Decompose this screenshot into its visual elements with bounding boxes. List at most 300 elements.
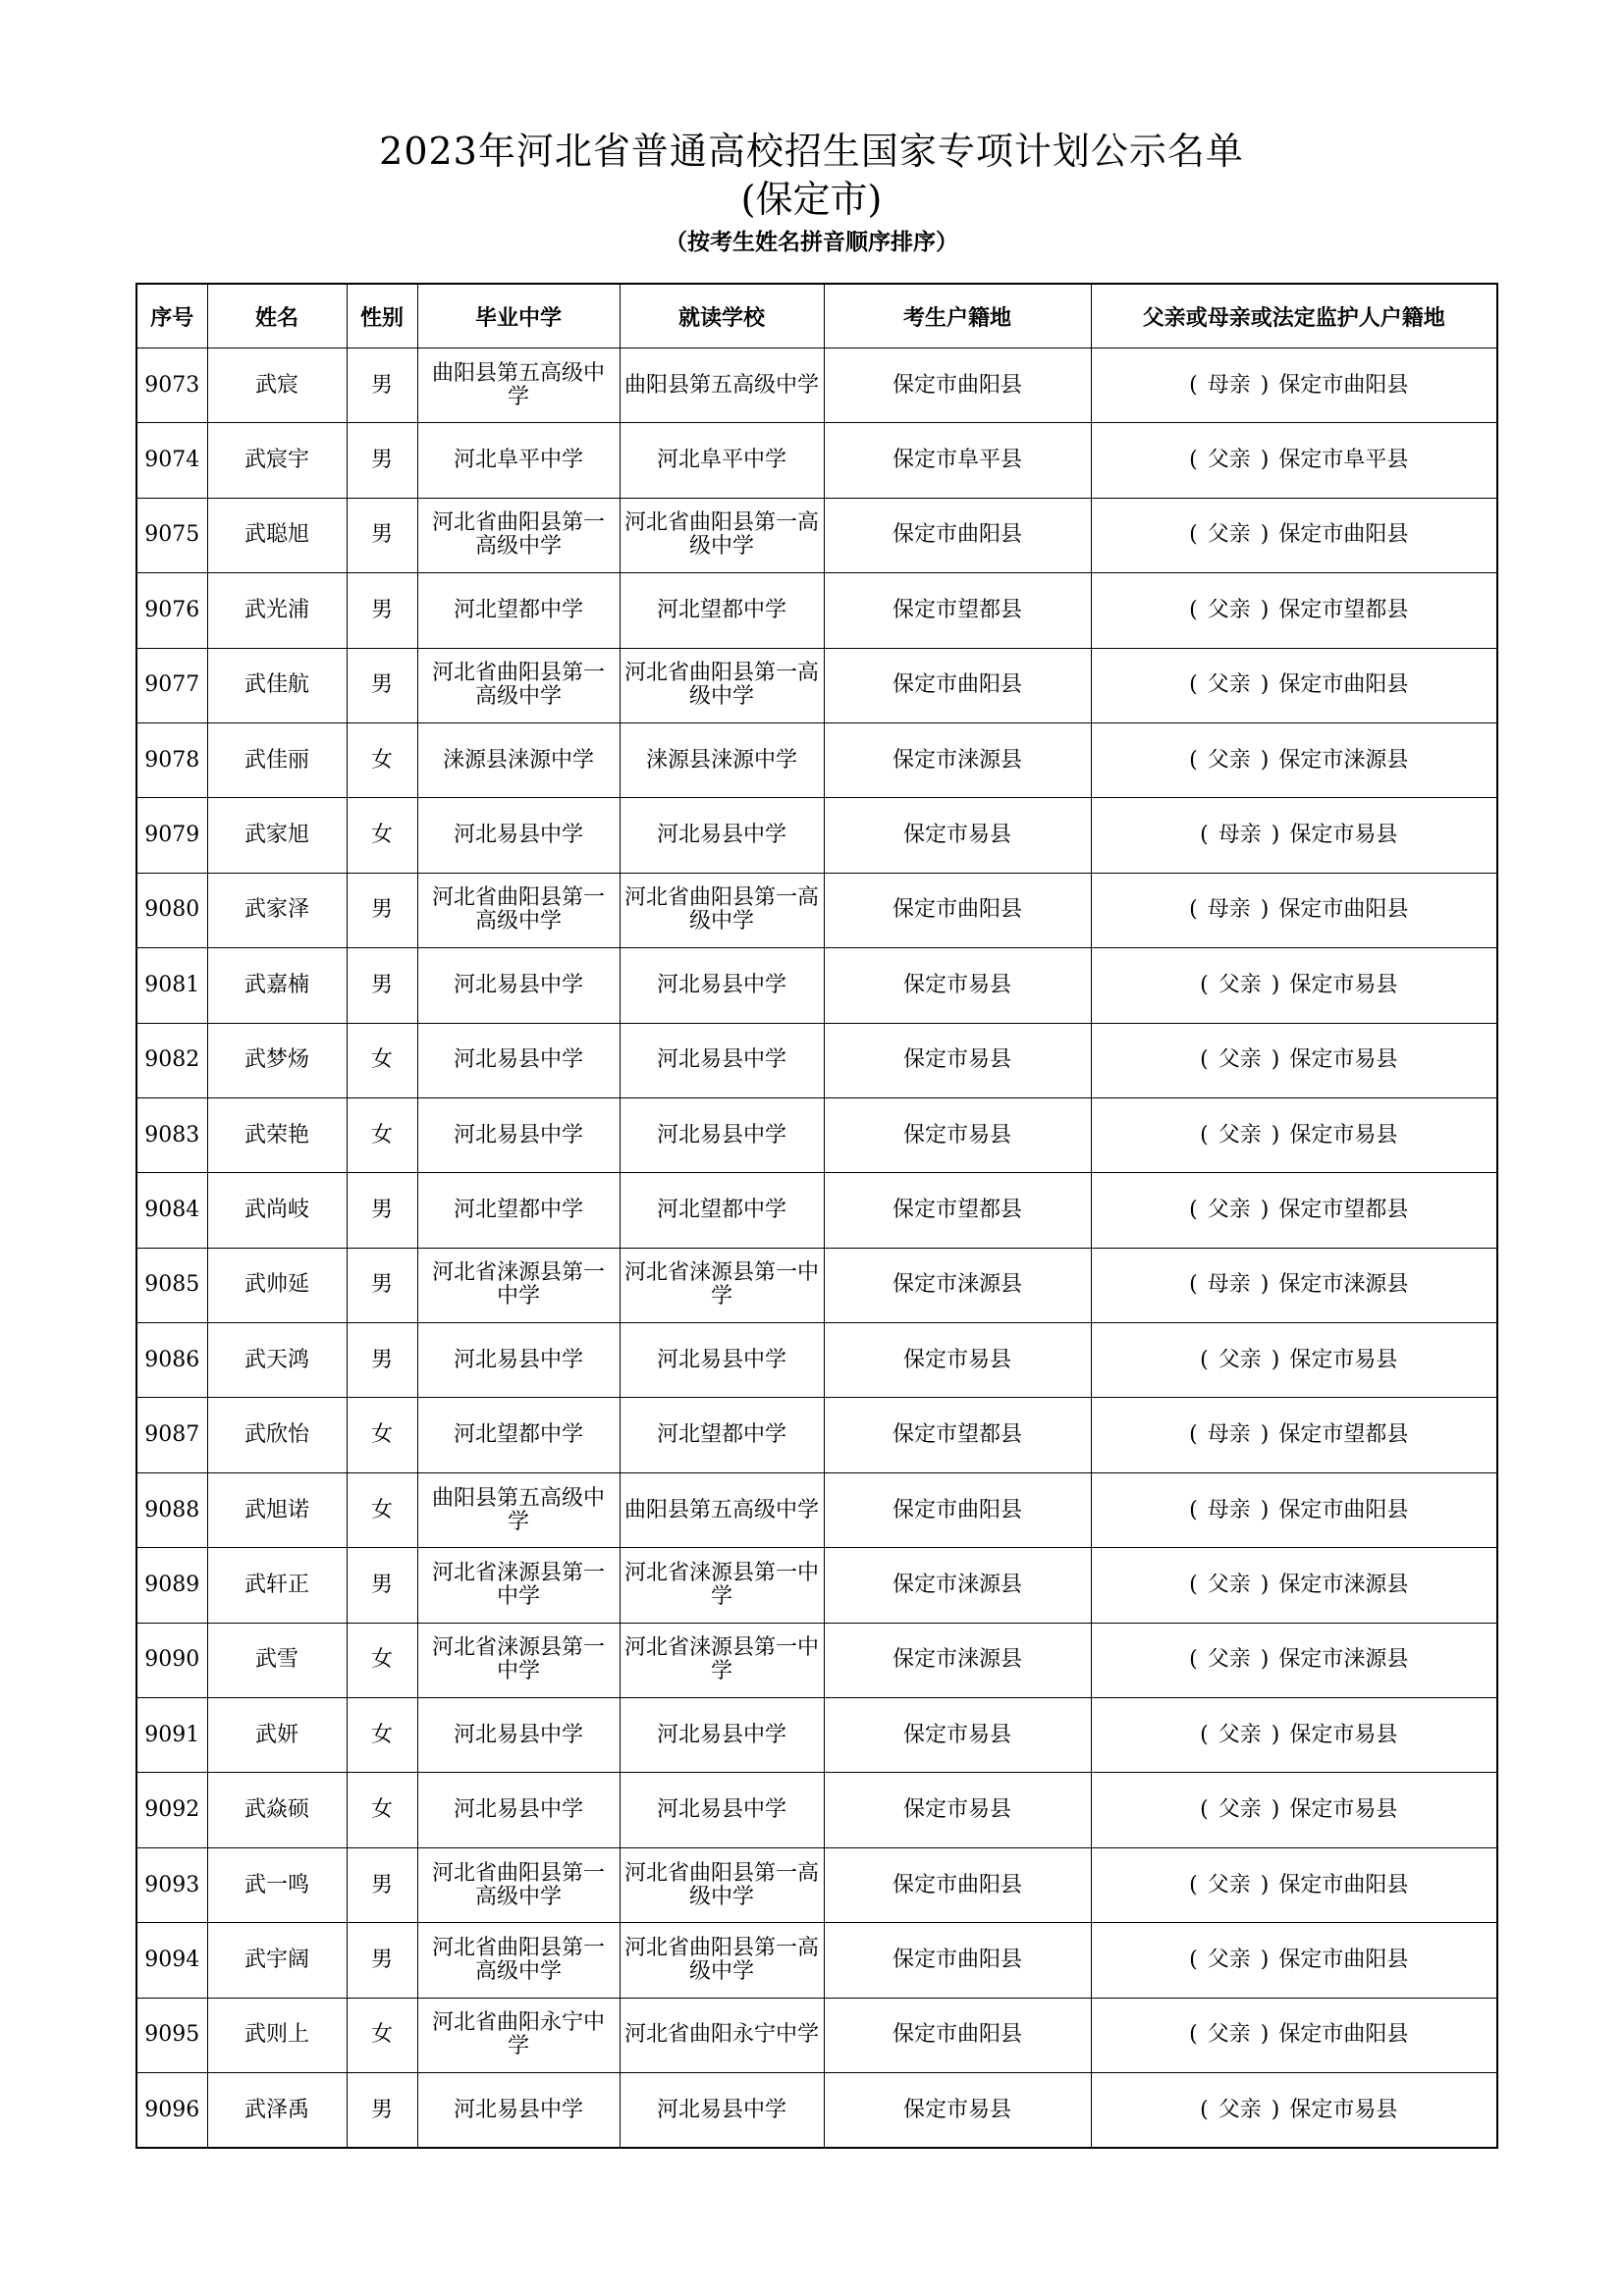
cell-gender: 男 <box>347 1323 417 1398</box>
cell-name: 武嘉楠 <box>207 948 347 1023</box>
cell-study-school: 河北望都中学 <box>620 1173 824 1248</box>
cell-no: 9084 <box>136 1173 207 1248</box>
cell-grad-school: 河北易县中学 <box>417 1023 620 1097</box>
open-paren: ( <box>1200 972 1209 997</box>
cell-gender: 男 <box>347 1248 417 1322</box>
close-paren: ) <box>1260 372 1270 398</box>
cell-grad-school: 涞源县涞源中学 <box>417 722 620 797</box>
cell-study-school: 河北省涞源县第一中学 <box>620 1548 824 1623</box>
guardian-place: 保定市易县 <box>1289 2097 1398 2122</box>
table-row <box>136 498 1497 572</box>
open-paren: ( <box>1189 672 1198 698</box>
table-row <box>136 1773 1497 1847</box>
close-paren: ) <box>1260 597 1270 622</box>
guardian-place: 保定市涞源县 <box>1278 1647 1409 1673</box>
cell-study-school: 河北阜平中学 <box>620 423 824 498</box>
open-paren: ( <box>1189 372 1198 398</box>
cell-guardian-hukou <box>1091 873 1497 947</box>
cell-hukou: 保定市易县 <box>824 1773 1091 1847</box>
close-paren: ) <box>1260 1422 1270 1448</box>
open-paren: ( <box>1189 897 1198 923</box>
guardian-place: 保定市望都县 <box>1278 1422 1409 1448</box>
column-header-gender: 性别 <box>347 284 417 348</box>
cell-no: 9086 <box>136 1323 207 1398</box>
cell-no: 9089 <box>136 1548 207 1623</box>
close-paren: ) <box>1260 672 1270 698</box>
guardian-place: 保定市曲阳县 <box>1278 1497 1409 1522</box>
cell-guardian-hukou <box>1091 2072 1497 2148</box>
cell-name: 武佳航 <box>207 648 347 722</box>
cell-guardian-hukou <box>1091 1472 1497 1547</box>
cell-study-school: 河北易县中学 <box>620 1698 824 1773</box>
open-paren: ( <box>1189 1272 1198 1298</box>
table-row <box>136 423 1497 498</box>
guardian-relation: 父亲 <box>1207 2022 1251 2048</box>
close-paren: ) <box>1271 972 1280 997</box>
cell-grad-school: 河北阜平中学 <box>417 423 620 498</box>
guardian-place: 保定市望都县 <box>1278 597 1409 622</box>
cell-study-school: 曲阳县第五高级中学 <box>620 348 824 423</box>
close-paren: ) <box>1260 1872 1270 1897</box>
guardian-relation: 父亲 <box>1207 597 1251 622</box>
cell-gender: 女 <box>347 1472 417 1547</box>
guardian-place: 保定市涞源县 <box>1278 1272 1409 1298</box>
cell-name: 武宇阔 <box>207 1923 347 1998</box>
cell-guardian-hukou <box>1091 1548 1497 1623</box>
cell-no: 9081 <box>136 948 207 1023</box>
guardian-place: 保定市曲阳县 <box>1278 1947 1409 1972</box>
cell-no: 9088 <box>136 1472 207 1547</box>
guardian-place: 保定市易县 <box>1289 1047 1398 1073</box>
open-paren: ( <box>1189 522 1198 548</box>
cell-hukou: 保定市易县 <box>824 1698 1091 1773</box>
close-paren: ) <box>1260 522 1270 548</box>
cell-name: 武家旭 <box>207 798 347 873</box>
guardian-relation: 父亲 <box>1207 1572 1251 1597</box>
guardian-place: 保定市易县 <box>1289 1722 1398 1747</box>
table-row <box>136 1923 1497 1998</box>
cell-name: 武欣怡 <box>207 1398 347 1472</box>
cell-gender: 男 <box>347 573 417 648</box>
close-paren: ) <box>1260 1197 1270 1222</box>
cell-hukou: 保定市望都县 <box>824 1173 1091 1248</box>
cell-grad-school: 曲阳县第五高级中学 <box>417 1472 620 1547</box>
cell-guardian-hukou <box>1091 1323 1497 1398</box>
table-row <box>136 1323 1497 1398</box>
close-paren: ) <box>1260 1647 1270 1673</box>
page-title: 2023年河北省普通高校招生国家专项计划公示名单 <box>379 130 1244 173</box>
open-paren: ( <box>1189 747 1198 773</box>
table-row <box>136 1173 1497 1248</box>
cell-gender: 男 <box>347 873 417 947</box>
cell-name: 武则上 <box>207 1998 347 2072</box>
guardian-relation: 母亲 <box>1207 897 1251 923</box>
cell-no: 9094 <box>136 1923 207 1998</box>
cell-study-school: 河北省曲阳县第一高级中学 <box>620 1847 824 1922</box>
cell-grad-school: 河北易县中学 <box>417 948 620 1023</box>
guardian-place: 保定市易县 <box>1289 1122 1398 1148</box>
cell-gender: 男 <box>347 1847 417 1922</box>
cell-hukou: 保定市易县 <box>824 1097 1091 1172</box>
cell-study-school: 河北望都中学 <box>620 573 824 648</box>
cell-gender: 男 <box>347 423 417 498</box>
cell-study-school: 河北易县中学 <box>620 2072 824 2148</box>
cell-hukou: 保定市涞源县 <box>824 1248 1091 1322</box>
cell-no: 9095 <box>136 1998 207 2072</box>
cell-no: 9077 <box>136 648 207 722</box>
guardian-place: 保定市曲阳县 <box>1278 372 1409 398</box>
column-header-no: 序号 <box>136 284 207 348</box>
cell-hukou: 保定市曲阳县 <box>824 648 1091 722</box>
open-paren: ( <box>1200 1347 1209 1372</box>
column-header-grad-school: 毕业中学 <box>417 284 620 348</box>
cell-study-school: 河北易县中学 <box>620 1323 824 1398</box>
cell-grad-school: 河北易县中学 <box>417 1097 620 1172</box>
cell-grad-school: 河北省曲阳永宁中学 <box>417 1998 620 2072</box>
cell-hukou: 保定市涞源县 <box>824 1623 1091 1697</box>
open-paren: ( <box>1200 1122 1209 1148</box>
open-paren: ( <box>1189 448 1198 473</box>
guardian-place: 保定市易县 <box>1289 1797 1398 1823</box>
guardian-place: 保定市易县 <box>1289 1347 1398 1372</box>
cell-name: 武泽禹 <box>207 2072 347 2148</box>
cell-grad-school: 河北望都中学 <box>417 573 620 648</box>
cell-grad-school: 河北省曲阳县第一高级中学 <box>417 1923 620 1998</box>
guardian-relation: 母亲 <box>1207 1422 1251 1448</box>
guardian-relation: 母亲 <box>1207 372 1251 398</box>
cell-gender: 女 <box>347 722 417 797</box>
cell-study-school: 河北省曲阳县第一高级中学 <box>620 1923 824 1998</box>
guardian-relation: 父亲 <box>1207 1197 1251 1222</box>
cell-hukou: 保定市阜平县 <box>824 423 1091 498</box>
cell-gender: 男 <box>347 1548 417 1623</box>
cell-name: 武妍 <box>207 1698 347 1773</box>
cell-study-school: 河北易县中学 <box>620 798 824 873</box>
cell-grad-school: 河北省曲阳县第一高级中学 <box>417 498 620 572</box>
cell-name: 武家泽 <box>207 873 347 947</box>
guardian-place: 保定市曲阳县 <box>1278 897 1409 923</box>
cell-name: 武宸宇 <box>207 423 347 498</box>
cell-guardian-hukou <box>1091 1773 1497 1847</box>
cell-grad-school: 河北望都中学 <box>417 1173 620 1248</box>
close-paren: ) <box>1260 1272 1270 1298</box>
cell-study-school: 涞源县涞源中学 <box>620 722 824 797</box>
cell-no: 9090 <box>136 1623 207 1697</box>
cell-name: 武尚岐 <box>207 1173 347 1248</box>
cell-no: 9073 <box>136 348 207 423</box>
cell-gender: 女 <box>347 1097 417 1172</box>
close-paren: ) <box>1271 1797 1280 1823</box>
cell-hukou: 保定市易县 <box>824 1323 1091 1398</box>
roster-table <box>135 283 1498 2149</box>
cell-hukou: 保定市易县 <box>824 948 1091 1023</box>
cell-no: 9085 <box>136 1248 207 1322</box>
cell-hukou: 保定市曲阳县 <box>824 1472 1091 1547</box>
cell-no: 9074 <box>136 423 207 498</box>
cell-study-school: 河北省涞源县第一中学 <box>620 1248 824 1322</box>
cell-gender: 女 <box>347 1773 417 1847</box>
open-paren: ( <box>1189 1197 1198 1222</box>
guardian-relation: 父亲 <box>1217 1722 1262 1747</box>
cell-name: 武光浦 <box>207 573 347 648</box>
cell-study-school: 河北省涞源县第一中学 <box>620 1623 824 1697</box>
guardian-relation: 父亲 <box>1207 522 1251 548</box>
table-row <box>136 573 1497 648</box>
table-row <box>136 1847 1497 1922</box>
cell-grad-school: 河北省涞源县第一中学 <box>417 1548 620 1623</box>
cell-guardian-hukou <box>1091 722 1497 797</box>
cell-study-school: 河北省曲阳县第一高级中学 <box>620 873 824 947</box>
cell-grad-school: 河北易县中学 <box>417 2072 620 2148</box>
cell-name: 武雪 <box>207 1623 347 1697</box>
guardian-relation: 父亲 <box>1207 1647 1251 1673</box>
cell-grad-school: 河北省曲阳县第一高级中学 <box>417 648 620 722</box>
cell-study-school: 河北易县中学 <box>620 1023 824 1097</box>
table-row <box>136 722 1497 797</box>
close-paren: ) <box>1271 2097 1280 2122</box>
guardian-relation: 父亲 <box>1207 448 1251 473</box>
cell-name: 武焱硕 <box>207 1773 347 1847</box>
cell-guardian-hukou <box>1091 1398 1497 1472</box>
cell-gender: 女 <box>347 798 417 873</box>
cell-name: 武一鸣 <box>207 1847 347 1922</box>
close-paren: ) <box>1271 1722 1280 1747</box>
open-paren: ( <box>1189 597 1198 622</box>
cell-name: 武聪旭 <box>207 498 347 572</box>
cell-name: 武梦炀 <box>207 1023 347 1097</box>
table-row <box>136 1472 1497 1547</box>
guardian-relation: 母亲 <box>1217 823 1262 848</box>
cell-hukou: 保定市曲阳县 <box>824 1847 1091 1922</box>
cell-grad-school: 河北易县中学 <box>417 1698 620 1773</box>
cell-hukou: 保定市涞源县 <box>824 722 1091 797</box>
cell-gender: 男 <box>347 648 417 722</box>
cell-grad-school: 河北省曲阳县第一高级中学 <box>417 873 620 947</box>
close-paren: ) <box>1271 823 1280 848</box>
cell-no: 9092 <box>136 1773 207 1847</box>
close-paren: ) <box>1260 448 1270 473</box>
open-paren: ( <box>1189 1947 1198 1972</box>
open-paren: ( <box>1200 1722 1209 1747</box>
close-paren: ) <box>1260 1497 1270 1522</box>
cell-hukou: 保定市曲阳县 <box>824 1923 1091 1998</box>
cell-name: 武旭诺 <box>207 1472 347 1547</box>
guardian-relation: 父亲 <box>1217 1347 1262 1372</box>
cell-grad-school: 河北省曲阳县第一高级中学 <box>417 1847 620 1922</box>
cell-hukou: 保定市望都县 <box>824 1398 1091 1472</box>
close-paren: ) <box>1260 2022 1270 2048</box>
cell-guardian-hukou <box>1091 1998 1497 2072</box>
open-paren: ( <box>1189 1572 1198 1597</box>
cell-grad-school: 河北省涞源县第一中学 <box>417 1248 620 1322</box>
cell-gender: 女 <box>347 1698 417 1773</box>
cell-no: 9079 <box>136 798 207 873</box>
cell-gender: 男 <box>347 1923 417 1998</box>
cell-gender: 女 <box>347 1398 417 1472</box>
guardian-place: 保定市阜平县 <box>1278 448 1409 473</box>
cell-guardian-hukou <box>1091 1847 1497 1922</box>
open-paren: ( <box>1189 1497 1198 1522</box>
guardian-relation: 母亲 <box>1207 1497 1251 1522</box>
cell-hukou: 保定市易县 <box>824 798 1091 873</box>
cell-name: 武荣艳 <box>207 1097 347 1172</box>
cell-hukou: 保定市涞源县 <box>824 1548 1091 1623</box>
guardian-place: 保定市涞源县 <box>1278 747 1409 773</box>
open-paren: ( <box>1189 1872 1198 1897</box>
close-paren: ) <box>1260 897 1270 923</box>
cell-study-school: 河北望都中学 <box>620 1398 824 1472</box>
cell-no: 9093 <box>136 1847 207 1922</box>
cell-hukou: 保定市易县 <box>824 2072 1091 2148</box>
cell-name: 武轩正 <box>207 1548 347 1623</box>
page-subtitle: (保定市) <box>740 178 883 221</box>
guardian-relation: 父亲 <box>1217 972 1262 997</box>
guardian-relation: 父亲 <box>1207 1947 1251 1972</box>
column-header-hukou: 考生户籍地 <box>824 284 1091 348</box>
guardian-relation: 母亲 <box>1207 1272 1251 1298</box>
cell-guardian-hukou <box>1091 348 1497 423</box>
cell-guardian-hukou <box>1091 1923 1497 1998</box>
table-row <box>136 1698 1497 1773</box>
guardian-relation: 父亲 <box>1217 1797 1262 1823</box>
close-paren: ) <box>1260 747 1270 773</box>
cell-no: 9076 <box>136 573 207 648</box>
cell-no: 9075 <box>136 498 207 572</box>
table-row <box>136 1398 1497 1472</box>
cell-gender: 男 <box>347 498 417 572</box>
cell-guardian-hukou <box>1091 498 1497 572</box>
table-header-row <box>136 284 1497 348</box>
open-paren: ( <box>1189 1647 1198 1673</box>
guardian-relation: 父亲 <box>1207 672 1251 698</box>
table-row <box>136 948 1497 1023</box>
cell-grad-school: 河北望都中学 <box>417 1398 620 1472</box>
guardian-relation: 父亲 <box>1207 747 1251 773</box>
close-paren: ) <box>1271 1047 1280 1073</box>
sort-note: （按考生姓名拼音顺序排序） <box>665 230 958 255</box>
table-row <box>136 1023 1497 1097</box>
cell-no: 9091 <box>136 1698 207 1773</box>
cell-hukou: 保定市易县 <box>824 1023 1091 1097</box>
cell-no: 9083 <box>136 1097 207 1172</box>
cell-no: 9078 <box>136 722 207 797</box>
cell-guardian-hukou <box>1091 1623 1497 1697</box>
guardian-relation: 父亲 <box>1217 1047 1262 1073</box>
guardian-relation: 父亲 <box>1217 1122 1262 1148</box>
cell-no: 9082 <box>136 1023 207 1097</box>
cell-guardian-hukou <box>1091 948 1497 1023</box>
guardian-place: 保定市望都县 <box>1278 1197 1409 1222</box>
cell-gender: 女 <box>347 1623 417 1697</box>
cell-study-school: 河北省曲阳县第一高级中学 <box>620 498 824 572</box>
open-paren: ( <box>1200 1047 1209 1073</box>
column-header-name: 姓名 <box>207 284 347 348</box>
cell-guardian-hukou <box>1091 1248 1497 1322</box>
table-row <box>136 1097 1497 1172</box>
cell-grad-school: 河北省涞源县第一中学 <box>417 1623 620 1697</box>
table-row <box>136 2072 1497 2148</box>
cell-guardian-hukou <box>1091 423 1497 498</box>
cell-gender: 男 <box>347 1173 417 1248</box>
cell-gender: 男 <box>347 348 417 423</box>
open-paren: ( <box>1200 1797 1209 1823</box>
guardian-place: 保定市曲阳县 <box>1278 2022 1409 2048</box>
cell-gender: 女 <box>347 1023 417 1097</box>
cell-hukou: 保定市望都县 <box>824 573 1091 648</box>
guardian-place: 保定市易县 <box>1289 972 1398 997</box>
cell-study-school: 曲阳县第五高级中学 <box>620 1472 824 1547</box>
close-paren: ) <box>1260 1572 1270 1597</box>
cell-no: 9080 <box>136 873 207 947</box>
table-row <box>136 873 1497 947</box>
cell-gender: 男 <box>347 2072 417 2148</box>
cell-no: 9087 <box>136 1398 207 1472</box>
cell-guardian-hukou <box>1091 573 1497 648</box>
table-row <box>136 1623 1497 1697</box>
cell-grad-school: 河北易县中学 <box>417 1323 620 1398</box>
cell-grad-school: 河北易县中学 <box>417 798 620 873</box>
table-row <box>136 798 1497 873</box>
table-row <box>136 1998 1497 2072</box>
guardian-place: 保定市易县 <box>1289 823 1398 848</box>
guardian-place: 保定市曲阳县 <box>1278 1872 1409 1897</box>
cell-guardian-hukou <box>1091 798 1497 873</box>
roster-body <box>136 348 1497 2149</box>
cell-study-school: 河北易县中学 <box>620 1773 824 1847</box>
table-row <box>136 1548 1497 1623</box>
cell-hukou: 保定市曲阳县 <box>824 348 1091 423</box>
cell-guardian-hukou <box>1091 1023 1497 1097</box>
close-paren: ) <box>1271 1122 1280 1148</box>
cell-guardian-hukou <box>1091 1698 1497 1773</box>
close-paren: ) <box>1260 1947 1270 1972</box>
cell-study-school: 河北易县中学 <box>620 948 824 1023</box>
cell-guardian-hukou <box>1091 1173 1497 1248</box>
cell-study-school: 河北易县中学 <box>620 1097 824 1172</box>
cell-hukou: 保定市曲阳县 <box>824 498 1091 572</box>
cell-name: 武佳丽 <box>207 722 347 797</box>
column-header-guardian-hukou: 父亲或母亲或法定监护人户籍地 <box>1091 284 1497 348</box>
guardian-place: 保定市曲阳县 <box>1278 672 1409 698</box>
cell-name: 武帅延 <box>207 1248 347 1322</box>
table-row <box>136 1248 1497 1322</box>
cell-hukou: 保定市曲阳县 <box>824 1998 1091 2072</box>
close-paren: ) <box>1271 1347 1280 1372</box>
guardian-place: 保定市涞源县 <box>1278 1572 1409 1597</box>
cell-gender: 男 <box>347 948 417 1023</box>
cell-hukou: 保定市曲阳县 <box>824 873 1091 947</box>
cell-gender: 女 <box>347 1998 417 2072</box>
guardian-place: 保定市曲阳县 <box>1278 522 1409 548</box>
open-paren: ( <box>1189 1422 1198 1448</box>
column-header-study-school: 就读学校 <box>620 284 824 348</box>
cell-guardian-hukou <box>1091 1097 1497 1172</box>
cell-study-school: 河北省曲阳永宁中学 <box>620 1998 824 2072</box>
cell-grad-school: 曲阳县第五高级中学 <box>417 348 620 423</box>
guardian-relation: 父亲 <box>1217 2097 1262 2122</box>
cell-guardian-hukou <box>1091 648 1497 722</box>
open-paren: ( <box>1189 2022 1198 2048</box>
guardian-relation: 父亲 <box>1207 1872 1251 1897</box>
open-paren: ( <box>1200 823 1209 848</box>
open-paren: ( <box>1200 2097 1209 2122</box>
cell-no: 9096 <box>136 2072 207 2148</box>
cell-name: 武天鸿 <box>207 1323 347 1398</box>
table-row <box>136 648 1497 722</box>
cell-name: 武宸 <box>207 348 347 423</box>
cell-study-school: 河北省曲阳县第一高级中学 <box>620 648 824 722</box>
table-row <box>136 348 1497 423</box>
